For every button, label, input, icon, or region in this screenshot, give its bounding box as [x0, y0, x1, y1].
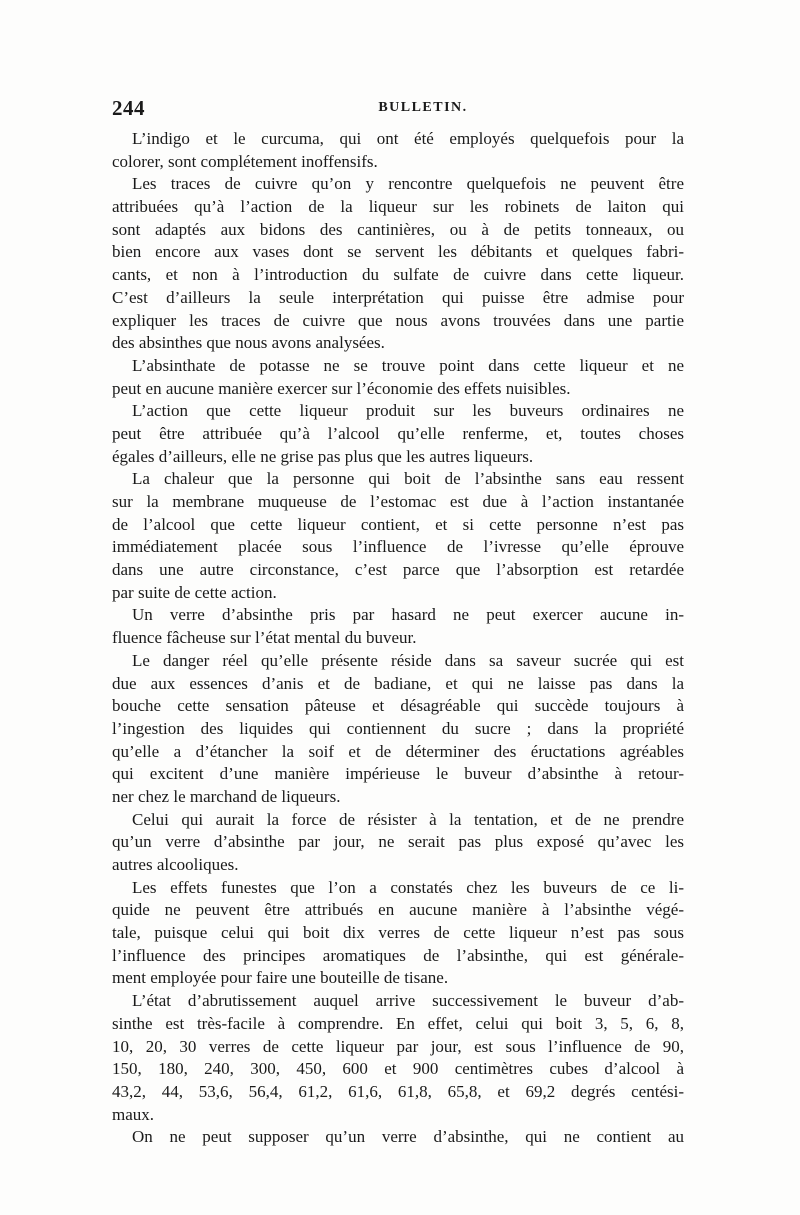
- text-line: C’est d’ailleurs la seule interprétation qui puisse être admise pour: [112, 287, 684, 307]
- text-line: l’influence des principes aromatiques de l’absinthe, qui est générale-: [112, 945, 684, 965]
- text-line: Les effets funestes que l’on a constatés chez les buveurs de ce li-: [132, 877, 684, 897]
- text-line: L’indigo et le curcuma, qui ont été employés quelquefois pour la: [132, 129, 684, 148]
- text-line: quide ne peuvent être attribués en aucune manière à l’absinthe végé-: [112, 900, 684, 920]
- text-line: sur la membrane muqueuse de l’estomac est due à l’action instantanée: [112, 492, 684, 511]
- text-line: L’absinthate de potasse ne se trouve point dans cette liqueur et ne: [132, 355, 684, 375]
- text-line: immédiatement placée sous l’influence de l’ivresse qu’elle éprouve: [112, 537, 684, 557]
- text-line: par suite de cette action.: [112, 582, 277, 602]
- text-line: égales d’ailleurs, elle ne grise pas plus que les autres liqueurs.: [112, 446, 534, 466]
- text-line: expliquer les traces de cuivre que nous avons trouvées dans une partie: [112, 310, 684, 330]
- text-line: Un verre d’absinthe pris par hasard ne peut exercer aucune in-: [132, 605, 684, 625]
- text-line: On ne peut supposer qu’un verre d’absinthe, qui ne contient au: [132, 1127, 684, 1147]
- text-line: Le danger réel qu’elle présente réside dans sa saveur sucrée qui est: [132, 650, 684, 670]
- body-text: [112, 128, 684, 1149]
- text-line: due aux essences d’anis et de badiane, et qui ne laisse pas dans la: [112, 673, 684, 693]
- text-line: L’état d’abrutissement auquel arrive successivement le buveur d’ab-: [132, 991, 684, 1011]
- text-line: sinthe est très-facile à comprendre. En effet, celui qui boit 3, 5, 6, 8,: [112, 1013, 684, 1033]
- text-line: qui excitent d’une manière impérieuse le buveur d’absinthe à retour-: [112, 764, 684, 784]
- text-line: sont adaptés aux bidons des cantinières, ou à de petits tonneaux, ou: [112, 219, 684, 239]
- text-line: Les traces de cuivre qu’on y rencontre quelquefois ne peuvent être: [132, 174, 684, 194]
- text-line: de l’alcool que cette liqueur contient, et si cette personne n’est pas: [112, 514, 684, 534]
- text-line: fluence fâcheuse sur l’état mental du buveur.: [112, 628, 417, 648]
- text-line: L’action que cette liqueur produit sur les buveurs ordinaires ne: [132, 401, 684, 421]
- text-line: ment employée pour faire une bouteille de tisane.: [112, 968, 449, 988]
- text-line: cants, et non à l’introduction du sulfate de cuivre dans cette liqueur.: [112, 265, 684, 285]
- text-line: bouche cette sensation pâteuse et désagréable qui succède toujours à: [112, 696, 684, 716]
- text-line: colorer, sont complétement inoffensifs.: [112, 151, 378, 171]
- text-line: tale, puisque celui qui boit dix verres de cette liqueur n’est pas sous: [112, 923, 684, 943]
- text-line: qu’elle a d’étancher la soif et de déterminer des éructations agréables: [112, 741, 684, 761]
- text-line: bien encore aux vases dont se servent les débitants et quelques fabri-: [112, 242, 684, 262]
- text-line: qu’un verre d’absinthe par jour, ne serait pas plus exposé qu’avec les: [112, 832, 684, 852]
- text-line: Celui qui aurait la force de résister à la tentation, et de ne prendre: [132, 809, 684, 829]
- text-line: dans une autre circonstance, c’est parce que l’absorption est retardée: [112, 560, 684, 580]
- text-line: ner chez le marchand de liqueurs.: [112, 786, 341, 806]
- page-header: [112, 96, 684, 120]
- text-line: maux.: [112, 1104, 155, 1124]
- running-head: BULLETIN.: [378, 100, 468, 115]
- text-line: La chaleur que la personne qui boit de l’absinthe sans eau ressent: [132, 469, 684, 489]
- text-line: 43,2, 44, 53,6, 56,4, 61,2, 61,6, 61,8, 65,8, et 69,2 degrés centési-: [112, 1081, 684, 1101]
- text-line: peut être attribuée qu’à l’alcool qu’elle renferme, et, toutes choses: [112, 423, 684, 443]
- page-number: 244: [112, 96, 145, 120]
- text-line: l’ingestion des liquides qui contiennent du sucre ; dans la propriété: [112, 718, 684, 738]
- text-line: des absinthes que nous avons analysées.: [112, 333, 385, 353]
- text-line: attribuées qu’à l’action de la liqueur sur les robinets de laiton qui: [112, 197, 684, 217]
- text-line: 150, 180, 240, 300, 450, 600 et 900 centimètres cubes d’alcool à: [112, 1059, 684, 1079]
- text-line: peut en aucune manière exercer sur l’économie des effets nuisibles.: [112, 378, 571, 398]
- text-line: autres alcooliques.: [112, 855, 239, 874]
- text-line: 10, 20, 30 verres de cette liqueur par jour, est sous l’influence de 90,: [112, 1036, 684, 1056]
